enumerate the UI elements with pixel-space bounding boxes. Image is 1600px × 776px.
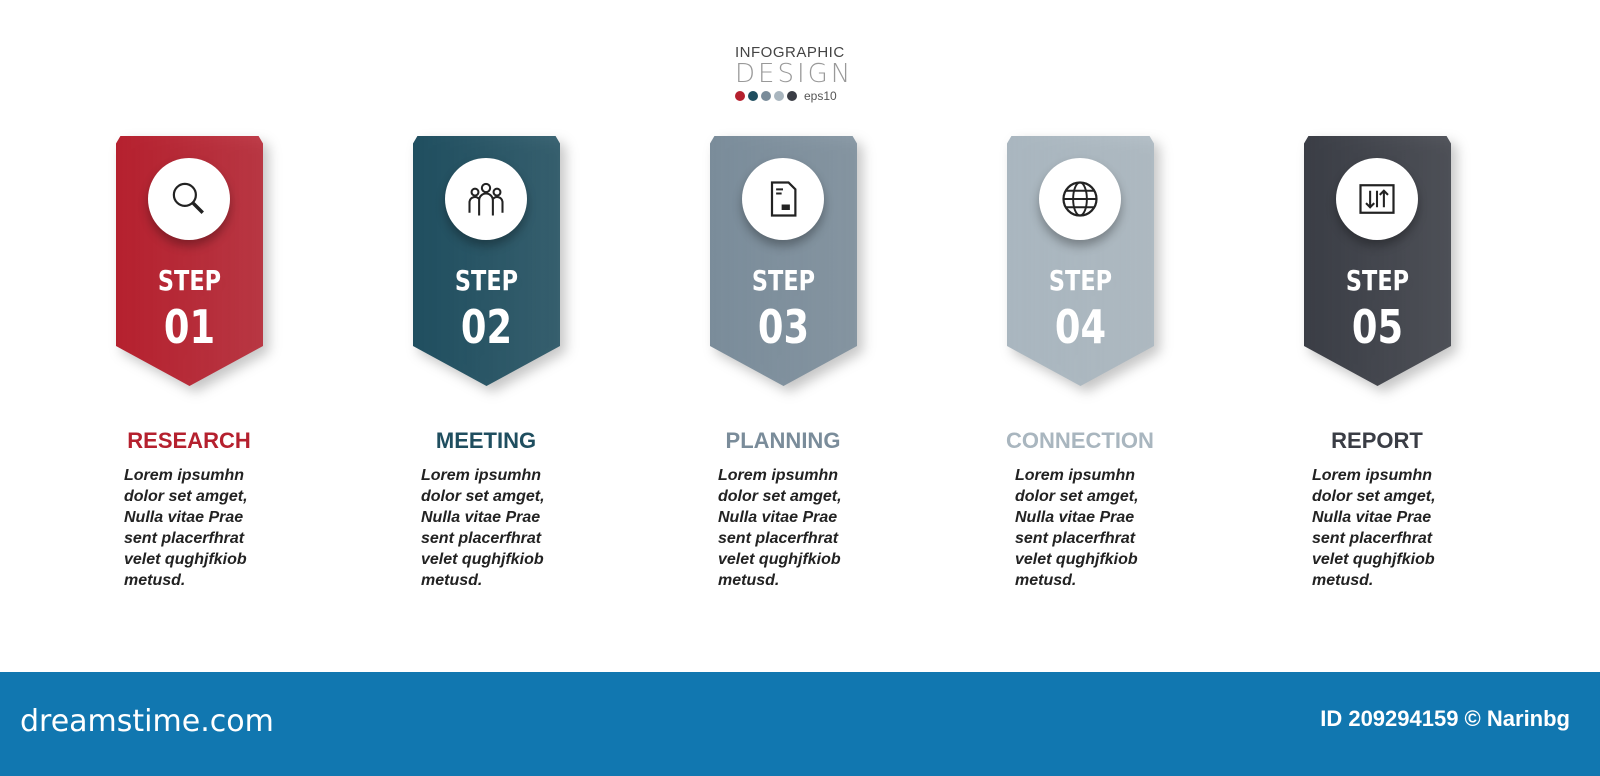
- step-description: Lorem ipsumhn dolor set amget, Nulla vitae Prae sent placerfhrat velet qughjfkiob metusd.: [1015, 467, 1139, 589]
- icon-circle: [1039, 158, 1121, 240]
- transfer-icon: [1355, 177, 1399, 221]
- color-dot: [748, 91, 758, 101]
- step-number: 02: [460, 300, 513, 354]
- step-description: Lorem ipsumhn dolor set amget, Nulla vitae Prae sent placerfhrat velet qughjfkiob metusd.: [718, 467, 842, 589]
- step-title: REPORT: [1331, 428, 1423, 453]
- step-label: STEP: [751, 264, 816, 297]
- step-number: 01: [163, 300, 216, 354]
- color-dot: [735, 91, 745, 101]
- logo-line1: INFOGRAPHIC: [735, 44, 845, 61]
- step-label: STEP: [157, 264, 222, 297]
- document-icon: [761, 177, 805, 221]
- step-card-4: [1007, 136, 1154, 386]
- step-description: Lorem ipsumhn dolor set amget, Nulla vitae Prae sent placerfhrat velet qughjfkiob metusd.: [421, 467, 545, 589]
- icon-circle: [445, 158, 527, 240]
- step-title: RESEARCH: [127, 428, 251, 453]
- color-dot: [787, 91, 797, 101]
- step-label: STEP: [1345, 264, 1410, 297]
- step-card-5: [1304, 136, 1451, 386]
- globe-icon: [1058, 177, 1102, 221]
- icon-circle: [148, 158, 230, 240]
- color-dot: [774, 91, 784, 101]
- step-description: Lorem ipsumhn dolor set amget, Nulla vitae Prae sent placerfhrat velet qughjfkiob metusd.: [1312, 467, 1436, 589]
- logo-line2: DESIGN: [735, 59, 854, 89]
- step-label: STEP: [454, 264, 519, 297]
- step-title: CONNECTION: [1006, 428, 1154, 453]
- footer-bar: [0, 672, 1600, 776]
- step-card-1: [116, 136, 263, 386]
- icon-circle: [1336, 158, 1418, 240]
- color-dot: [761, 91, 771, 101]
- logo-dots: [735, 89, 845, 103]
- step-title: PLANNING: [725, 428, 841, 453]
- magnifier-icon: [167, 177, 211, 221]
- step-card-3: [710, 136, 857, 386]
- step-title: MEETING: [435, 428, 537, 453]
- people-icon: [464, 177, 508, 221]
- image-credit: ID 209294159 © Narinbg: [1320, 706, 1570, 731]
- infographic-logo: [735, 44, 854, 103]
- logo-format: eps10: [804, 89, 837, 103]
- step-description: Lorem ipsumhn dolor set amget, Nulla vitae Prae sent placerfhrat velet qughjfkiob metusd.: [124, 467, 248, 589]
- brand-logo[interactable]: dreamstime.com: [20, 704, 274, 739]
- step-number: 03: [757, 300, 810, 354]
- step-card-2: [413, 136, 560, 386]
- icon-circle: [742, 158, 824, 240]
- step-number: 04: [1054, 300, 1107, 354]
- step-label: STEP: [1048, 264, 1113, 297]
- step-number: 05: [1351, 300, 1404, 354]
